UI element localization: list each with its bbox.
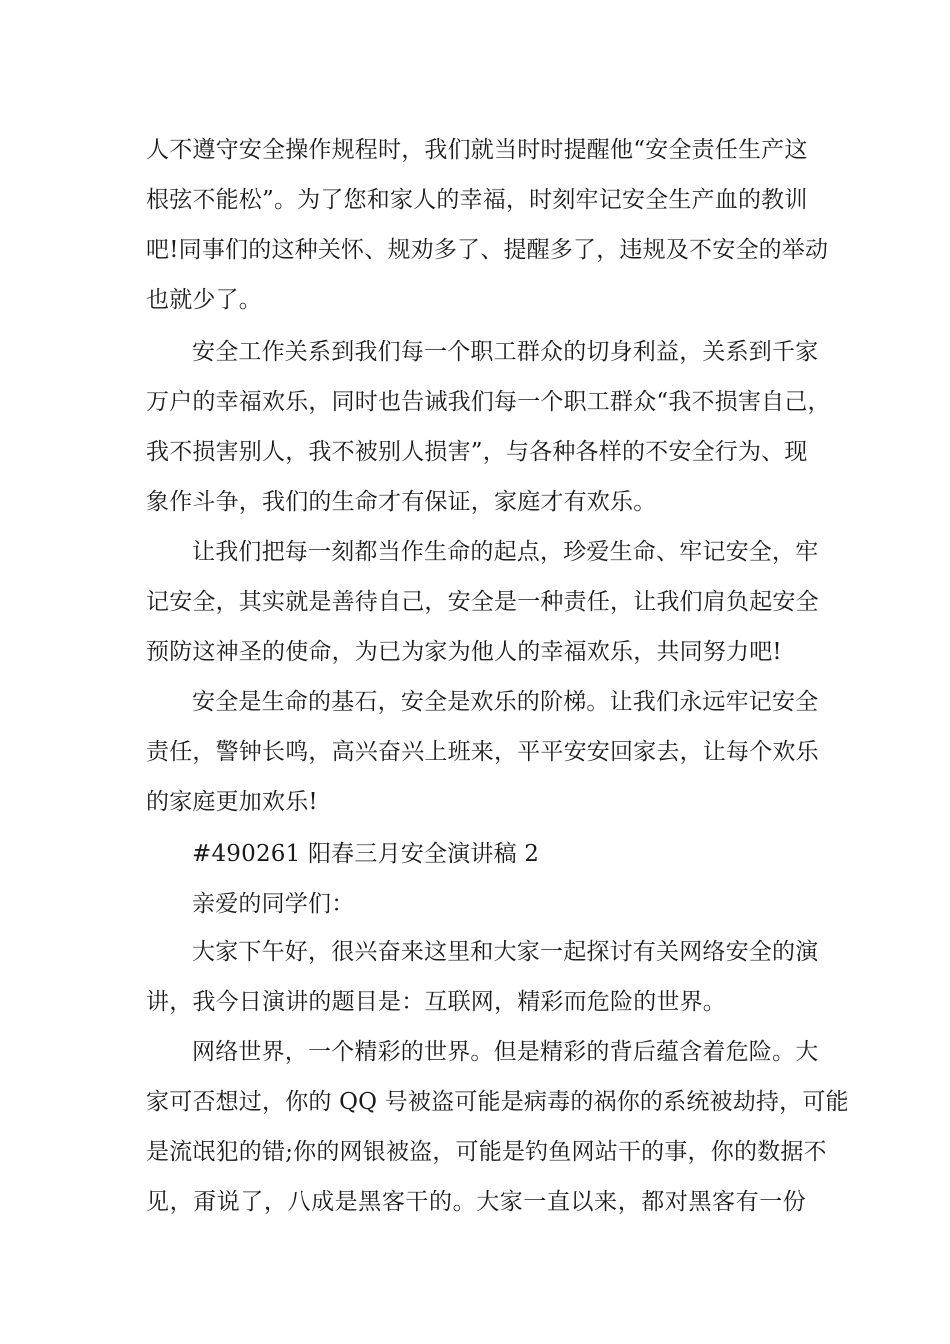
text-line: 也就少了。 [146,287,262,313]
text-line: 见，甭说了，八成是黑客干的。大家一直以来，都对黑客有一份 [146,1189,806,1215]
text-line: 网络世界，一个精彩的世界。但是精彩的背后蕴含着危险。大 [192,1039,819,1065]
text-line: 记安全，其实就是善待自己，安全是一种责任，让我们肩负起安全 [146,589,819,615]
text-line: 万户的幸福欢乐，同时也告诫我们每一个职工群众“我不损害自己， [146,389,831,415]
text-line: 安全是生命的基石，安全是欢乐的阶梯。让我们永远牢记安全 [192,689,819,715]
text-line: 人不遵守安全操作规程时，我们就当时时提醒他“安全责任生产这 [146,137,808,163]
text-line: 讲，我今日演讲的题目是：互联网，精彩而危险的世界。 [146,989,726,1015]
text-line: 让我们把每一刻都当作生命的起点，珍爱生命、牢记安全，牢 [192,539,819,565]
text-line: 家可否想过，你的 QQ 号被盗可能是病毒的祸你的系统被劫持，可能 [146,1089,849,1115]
salutation: 亲爱的同学们： [192,891,355,917]
text-line: 吧!同事们的这种关怀、规劝多了、提醒多了，违规及不安全的举动 [146,237,829,263]
text-line: 预防这神圣的使命，为已为家为他人的幸福欢乐，共同努力吧! [146,639,782,665]
text-line: 根弦不能松”。为了您和家人的幸福，时刻牢记安全生产血的教训 [146,187,808,213]
section-heading: #490261 阳春三月安全演讲稿 2 [192,841,540,867]
text-line: 象作斗争，我们的生命才有保证，家庭才有欢乐。 [146,489,657,515]
text-line: 我不损害别人，我不被别人损害”，与各种各样的不安全行为、现 [146,439,808,465]
text-line: 安全工作关系到我们每一个职工群众的切身利益，关系到千家 [192,339,819,365]
text-line: 责任，警钟长鸣，高兴奋兴上班来，平平安安回家去，让每个欢乐 [146,739,819,765]
text-line: 大家下午好，很兴奋来这里和大家一起探讨有关网络安全的演 [192,939,819,965]
text-line: 是流氓犯的错;你的网银被盗，可能是钓鱼网站干的事，你的数据不 [146,1139,827,1165]
text-line: 的家庭更加欢乐! [146,789,318,815]
